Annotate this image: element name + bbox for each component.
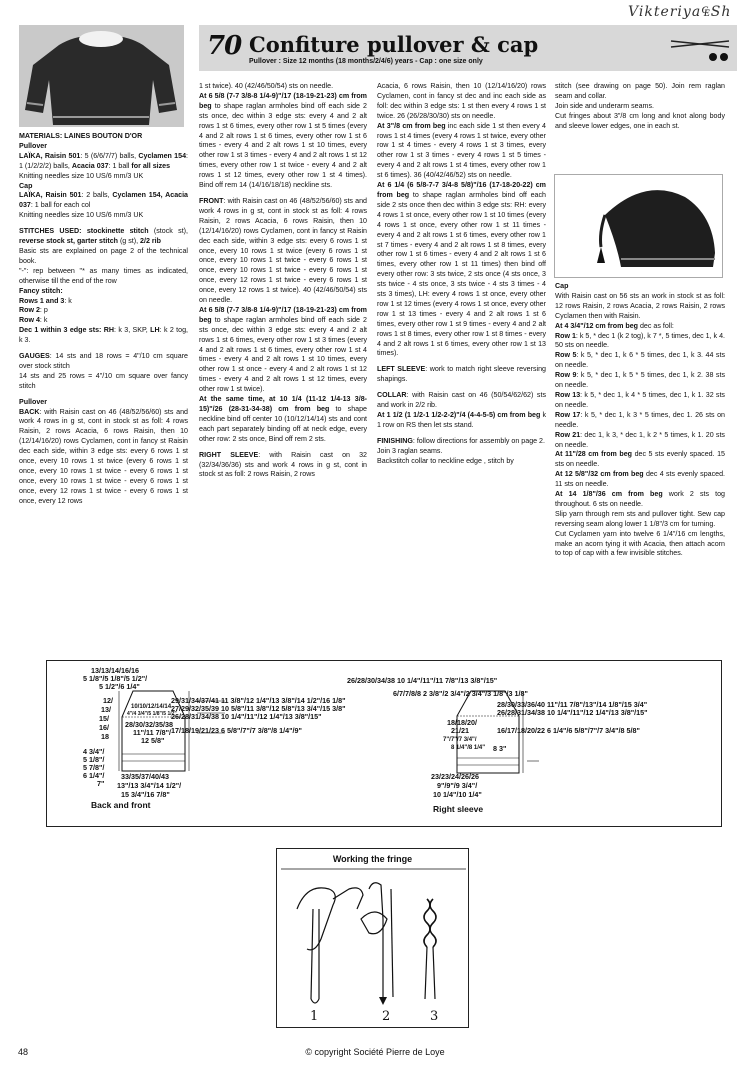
text: Backstitch collar to neckline edge , stitch by <box>377 456 514 465</box>
text: reverse stock st, garter stitch <box>19 237 118 246</box>
text: : p <box>39 306 48 315</box>
text: Join side and underarm seams. <box>555 101 654 110</box>
text: LAÏKA, Raisin 501 <box>19 151 81 160</box>
schematic-label: 13/ <box>101 705 111 714</box>
schematic-label: 23/23/24/26/26 <box>431 772 479 781</box>
text: BACK <box>19 407 40 416</box>
schematic-label: 5 1/8"/5 1/8"/5 1/2"/ <box>83 674 148 683</box>
step-2-label: 2 <box>382 1009 391 1024</box>
text: Cyclamen 154, Acacia 037 <box>19 191 188 210</box>
schematic-label: 16/17/18/20/22 6 1/4"/6 5/8"/7"/7 3/4"/8 5/8" <box>497 726 640 735</box>
text: : k <box>39 316 48 325</box>
text: dec 4 sts evenly spaced. 11 sts on needle. <box>555 470 725 489</box>
text: Row 21 <box>555 430 581 439</box>
pattern-number: 70 <box>207 31 242 61</box>
text: STITCHES USED: stockinette stitch <box>19 227 149 236</box>
text: Fancy stitch: <box>19 286 63 295</box>
text: Cap <box>555 282 569 290</box>
text: : k 5, * dec 1 (k 2 tog), k 7 *, 5 times, dec 1, k 4. 50 sts on needle. <box>555 331 725 350</box>
text: At 1 1/2 (1 1/2-1 1/2-2-2)"/4 (4-4-5-5) cm from beg <box>377 411 541 419</box>
text: "-": rep between "* as many times as indicated, otherwise till the end of the row <box>19 266 188 285</box>
knitting-needles-icon <box>669 33 731 65</box>
text: At 11"/28 cm from beg <box>555 450 633 459</box>
text: Cut Cyclamen yarn into twelve 6 1/4"/16 cm lengths, make an acorn tying it with Acacia, then attach acorn to top of cap with a few invisible stitches. <box>555 529 725 558</box>
text: : with Raisin cast on 32 (32/34/36/36) sts and work 4 rows in g st, cont in stock st as foll: 2 rows Raisin, 2 rows <box>199 450 367 479</box>
schematic-label: 10 1/4"/10 1/4" <box>433 790 482 799</box>
fringe-illustration <box>276 848 469 1028</box>
column-1 <box>19 132 188 650</box>
schematic-label: 12/ <box>103 696 113 705</box>
text: to shape raglan armholes bind off each side 2 sts once then dec within 3 edge sts: RH: every 4 rows 1 st once, every other row 1 st 10 times (every 4 rows 1 st once, every other row 1 st 11 times - every 4 and 2 alt rows 1 st 6 times, every other row 1 st 7 times - every 4 and 2 alt rows 1 st 8 times, every other row 1 st 6 times - every 4 and 2 alt rows 1 st 6 times, every other row 1 st 11 times) then bind off every other row: 3 sts twice, 2 sts once (4 sts once, 3 sts twice - 4 sts once, 3 sts twice - 4 sts 3 times - 4 sts 3 times), LH: every 4 rows 1 st once, every other row 1 st 12 times (every 4 rows 1 st once, every other row 1 st 13 times - every 4 and 2 alt rows 1 st 6 times, every other row 1 st 9 times - every 4 and 2 alt rows 1 st 8 times, every other row 1 st 8 times - every 4 and 2 alt rows 1 st 6 times, every other row 1 st 13 times). <box>377 190 546 358</box>
schematic-label: 29/31/34/37/41 11 3/8"/12 1/4"/13 3/8"/14 1/2"/16 1/8" <box>171 696 346 705</box>
text: : work to match right sleeve reversing shapings. <box>377 365 546 384</box>
schematic-label: 13/13/14/16/16 <box>91 666 139 675</box>
pullover-heading: Pullover <box>19 141 47 150</box>
text: At the same time, at 10 1/4 (11-12 1/4-13 3/8-15)"/26 (28-31-34-38) cm from beg <box>199 395 367 413</box>
text: Row 4 <box>19 316 40 325</box>
text: : k 2 tog, k 3. <box>19 326 188 345</box>
text: : k 5, * dec 1, k 3 * 5 times, dec 1. 26 sts on needle. <box>555 410 725 429</box>
schematic-label: 5 1/8"/ <box>83 755 105 764</box>
text: Row 5 <box>555 351 577 360</box>
text: : with Raisin cast on 46 (48/52/56/60) sts and work 4 rows in g st, cont in stock st as foll: 4 rows Raisin, 2 rows Acacia, 6 rows Raisin, then 10 (12/14/16/20) rows Cyclamen, cont in fancy st Raisin dec each side, within 3 edge sts: every 6 rows 1 st once, every 10 rows 1 st twice (every 6 rows 1 st once, every 10 rows 1 st twice - every 6 rows 1 st once, every 10 rows 1 st twice - every 6 rows 1 st once, every 12 rows 1 st twice - every 6 rows 1 st once, every 12 rows <box>19 407 188 505</box>
schematic-label: 26/28/31/34/38 10 1/4"/11"/12 1/4"/13 3/8"/15" <box>171 712 322 721</box>
text: Join 3 raglan seams. <box>377 446 443 455</box>
text: Row 2 <box>19 306 40 315</box>
fringe-title: Working the fringe <box>332 854 413 864</box>
schematic-label: 26/28/30/34/38 10 1/4"/11"/11 7/8"/13 3/8"/15" <box>347 676 498 685</box>
schematic-label: 26/28/31/34/38 10 1/4"/11"/12 1/4"/13 3/8"/15" <box>497 708 648 717</box>
schematic-label: 33/35/37/40/43 <box>121 772 169 781</box>
schematic-label: 4"/4 3/4"/5 1/8"/5 1/2" <box>127 711 177 717</box>
schematic-label: 6/7/7/8/8 2 3/8"/2 3/4"/2 3/4"/3 1/8"/3 1/8" <box>393 689 528 698</box>
text: : dec 1, k 3, * dec 1, k 2 * 5 times, k 1. 20 sts on needle. <box>555 430 725 449</box>
text: With Raisin cast on 56 sts an work in stock st as foll: 12 rows Raisin, 2 rows Acacia, 2 rows Raisin, 2 rows Cyclamen then with Raisin. <box>555 291 725 320</box>
column-2 <box>199 82 367 650</box>
pattern-subtitle: Pullover : Size 12 months (18 months/2/4/6) years - Cap : one size only <box>249 58 483 65</box>
schematic-label: 13"/13 3/4"/14 1/2"/ <box>117 781 182 790</box>
text: Pullover <box>19 397 47 406</box>
schematic-label: 12 5/8" <box>141 736 165 745</box>
text: FINISHING <box>377 436 413 445</box>
step-3-label: 3 <box>430 1009 439 1024</box>
text: inc each side 1 st then every 4 rows 1 st 4 times (every 4 rows 1 st twice, every other row 1 st 4 times - every 4 rows 1 st 3 times, every other row 1 st 3 times - every 4 rows 1 st 5 times - every 4 and 2 alt rows 1 st 4 times, every other row 1 st 6 times). 36 (40/42/46/52) sts on needle. <box>377 121 546 180</box>
schematic-label: 8 3" <box>493 744 507 753</box>
text: Acacia 037 <box>71 161 109 170</box>
schematic-label: 11"/11 7/8"/ <box>133 728 171 737</box>
schematic-label: 5 1/2"/6 1/4" <box>99 682 140 691</box>
materials-title: MATERIALS: LAINES BOUTON D'OR <box>19 132 143 140</box>
text: (g st), <box>117 237 141 246</box>
schematic-label: 18/18/20/ <box>447 718 477 727</box>
text: to shape raglan armholes bind off each side 2 sts once, dec within 3 edge sts: every 4 and 2 alt rows 1 st 6 times, every other row 1 st 5 times (every 4 and 2 alt rows 1 st 6 times, every other row 1 st 6 times - every 4 and 2 alt rows 1 st 10 times, every other row 1 st 3 times - every 4 and 2 alt rows 1 st 12 times, every other row 1 st twice - every 4 and 2 alt rows 1 st 12 times, every other row 1 st 4 times). Bind off rem 14 (14/16/18/18) neckline sts. <box>199 101 367 190</box>
schematic-label: 17/18/19/21/23 6 5/8"/7"/7 3/8"/8 1/4"/9" <box>171 726 302 735</box>
text: 1 st twice). 40 (42/46/50/54) sts on needle. <box>199 82 334 90</box>
text: : with Raisin cast on 46 (50/54/62/62) sts and work in 2/2 rib. <box>377 391 546 410</box>
text: Row 9 <box>555 371 577 380</box>
text: At 3"/8 cm from beg <box>377 121 446 130</box>
text: Rows 1 and 3 <box>19 296 65 305</box>
text: Slip yarn through rem sts and pullover tight. Sew cap reversing seam along lower 1 1/8"/3 cm for turning. <box>555 509 725 528</box>
text: : k 5, * dec 1, k 6 * 5 times, dec 1, k 3. 44 sts on needle. <box>555 351 725 370</box>
text: : 5 (6/6/7/7) balls, <box>80 151 139 160</box>
pattern-title: Confiture pullover & cap <box>249 32 539 57</box>
schematic-label: 7"/7"/7 3/4"/ <box>443 737 477 743</box>
schematic-label: 28/30/32/35/38 <box>125 720 173 729</box>
schematic-label: 6 1/4"/ <box>83 771 105 780</box>
text: : 1 ball for each col <box>30 201 91 210</box>
text: : follow directions for assembly on page 2. <box>412 436 545 445</box>
column-4-top <box>555 82 725 170</box>
text: Knitting needles size 10 US/6 mm/3 UK <box>19 171 144 180</box>
text: RIGHT SLEEVE <box>199 450 259 459</box>
schematic-label: 9"/9"/9 3/4"/ <box>437 781 478 790</box>
text: work 2 sts tog throughout. 6 sts on needle. <box>555 490 725 508</box>
text: : 2 balls, <box>81 191 113 200</box>
text: : 1 (1/2/2/2) balls, <box>19 151 188 170</box>
text: to shape neckline bind off center 10 (10/12/14/14) sts and cont each part separately binding off at neck edge, every other row: 2 sts once, Bind off rem 2 sts. <box>199 405 367 443</box>
text: dec as foll: <box>638 321 674 330</box>
text: At 6 5/8 (7-7 3/8-8 1/4-9)"/17 (18-19-21-23) cm from beg <box>199 305 367 324</box>
text: At 4 3/4"/12 cm from beg <box>555 321 638 330</box>
text: stitch (see drawing on page 50). Join rem raglan seam and collar. <box>555 82 725 100</box>
text: LH <box>150 326 160 335</box>
text: Row 1 <box>555 331 576 340</box>
step-1-label: 1 <box>310 1009 319 1024</box>
text: : 14 sts and 18 rows = 4"/10 cm square over stock stitch <box>19 352 188 370</box>
text: GAUGES <box>19 352 50 361</box>
text: LEFT SLEEVE <box>377 365 426 374</box>
text: Row 13 <box>555 390 581 399</box>
schematic-label: 28/30/33/36/40 11"/11 7/8"/13"/14 1/8"/15 3/4" <box>497 700 648 709</box>
cap-heading: Cap <box>19 181 33 190</box>
text: Acacia, 6 rows Raisin, then 10 (12/14/16/20) rows Cyclamen, cont in fancy st dec and inc each side as foll: dec within 3 edge sts: 1 st then every 4 rows 1 st twice. 26 (26/28/30/30) sts on needle. <box>377 82 546 120</box>
text: for all sizes <box>131 161 171 170</box>
schematic-label: 18 <box>101 732 109 741</box>
fringe-drawing <box>277 849 470 1029</box>
column-3 <box>377 82 546 650</box>
text: LAÏKA, Raisin 501 <box>19 191 82 200</box>
text: At 12 5/8"/32 cm from beg <box>555 470 644 479</box>
text: COLLAR <box>377 391 407 400</box>
pattern-header <box>199 25 737 71</box>
signature: Vikteriya₠Sh <box>628 4 732 20</box>
schematic-label: 7" <box>97 779 105 788</box>
text: FRONT <box>199 196 224 205</box>
text: 14 sts and 25 rows = 4"/10 cm square over fancy stitch <box>19 371 188 390</box>
text: dec 5 sts evenly spaced. 15 sts on needle. <box>555 450 725 469</box>
text: At 6 5/8 (7-7 3/8-8 1/4-9)"/17 (18-19-21-23) cm from beg <box>199 91 367 110</box>
text: : with Raisin cast on 46 (48/52/56/60) sts and work 4 rows in g st, cont in stock st as foll: 4 rows Raisin, 2 rows Acacia, 6 rows Raisin, then 10 (12/14/16/20) rows Cyclamen, cont in fancy st Raisin dec each side, within 3 edge sts: every 6 rows 1 st once, every 10 rows 1 st twice (every 6 rows 1 st once, every 10 rows 1 st twice - every 6 rows 1 st once, every 10 rows 1 st twice - every 6 rows 1 st once, every 12 rows 1 st twice - every 6 rows 1 st once, every 12 rows 1 st twice). 40 (42/46/50/54) sts on needle. <box>199 196 367 305</box>
copyright: © copyright Société Pierre de Loye <box>305 1047 445 1057</box>
schematic-label: 15 3/4"/16 7/8" <box>121 790 170 799</box>
schematic-label: 10/10/12/14/14 <box>131 704 172 710</box>
schematic-label: 21/21 <box>451 726 469 735</box>
text: : k <box>64 296 72 305</box>
column-4-cap <box>555 282 725 650</box>
schematic-label: 27/29/32/35/39 10 5/8"/11 3/8"/12 5/8"/13 3/4"/15 3/8" <box>171 704 346 713</box>
schematic-diagram <box>46 660 722 827</box>
text: : k 5, * dec 1, k 4 * 5 times, dec 1, k 1. 32 sts on needle. <box>555 390 725 409</box>
text: k 1 row on RS then let sts stand. <box>377 411 546 429</box>
text: : k 5, * dec 1, k 5 * 5 times, dec 1, k 2. 38 sts on needle. <box>555 371 725 390</box>
text: Knitting needles size 10 US/6 mm/3 UK <box>19 211 144 220</box>
schematic-label: 15/ <box>99 714 109 723</box>
text: Row 17 <box>555 410 581 419</box>
pullover-photo <box>19 25 184 127</box>
page-number: 48 <box>18 1047 29 1057</box>
text: At 14 1/8"/36 cm from beg <box>555 490 663 499</box>
back-and-front-label: Back and front <box>91 800 151 810</box>
schematic-label: 16/ <box>99 723 109 732</box>
schematic-label: 5 7/8"/ <box>83 763 105 772</box>
text: At 6 1/4 (6 5/8-7-7 3/4-8 5/8)"/16 (17-18-20-22) cm from beg <box>377 181 546 199</box>
text: Cut fringes about 3"/8 cm long and knot along body and sleeve lower edges, one in each st. <box>555 111 725 130</box>
text: Dec 1 within 3 edge sts: RH <box>19 326 114 335</box>
schematic-label: 8 1/4"/8 1/4" <box>451 745 486 751</box>
text: Cyclamen 154 <box>138 151 187 160</box>
text: : k 3, SKP, <box>114 326 151 335</box>
text: (stock st), <box>148 227 188 236</box>
text: to shape raglan armholes bind off each side 2 sts once, dec within 3 edge sts: every 4 and 2 alt rows 1 st 6 times, every other row 1 st 3 times (every 4 and 2 alt rows 1 st 6 times, every other row 1 st 4 times - every 4 and 2 alt rows 1 st 10 times, every other row 1 st once - every 4 and 2 alt rows 1 st 12 times - every 4 and 2 alt rows 1 st 12 times, every other row 1 st twice). <box>199 315 367 394</box>
schematic-label: 4 3/4"/ <box>83 747 105 756</box>
cap-photo <box>554 174 723 278</box>
text: : 1 ball <box>108 161 132 170</box>
text: Basic sts are explained on page 2 of the technical book. <box>19 246 188 265</box>
right-sleeve-label: Right sleeve <box>433 804 484 814</box>
text: 2/2 rib <box>140 237 161 246</box>
